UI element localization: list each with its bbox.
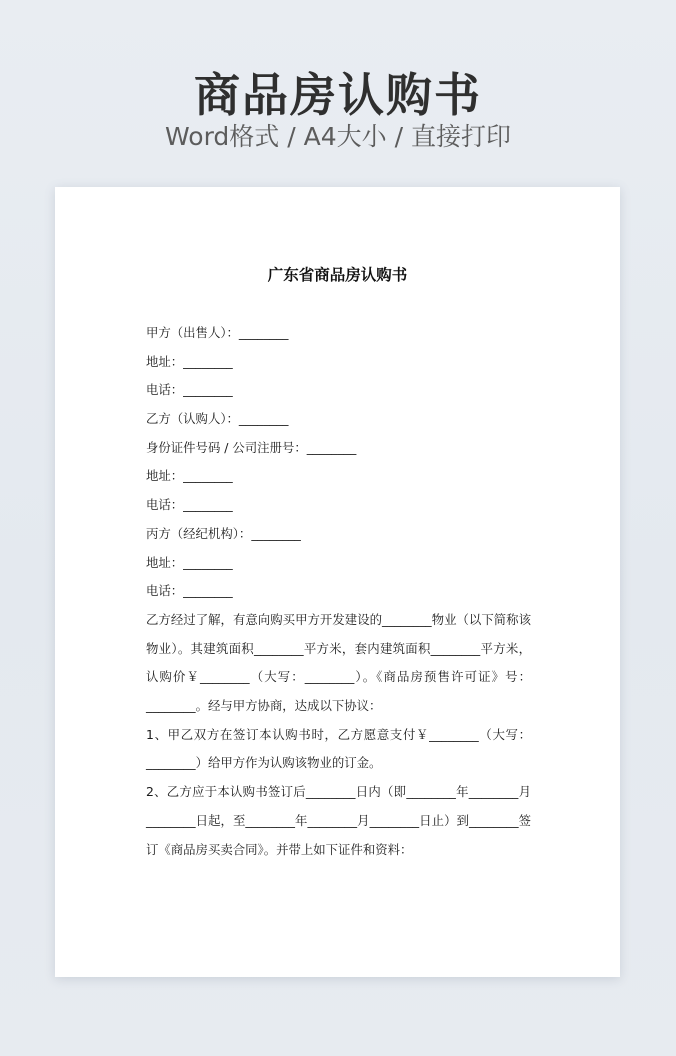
clause-1-paragraph: 1、甲乙双方在签订本认购书时，乙方愿意支付￥________（大写：________）给甲方作为认购该物业的订金。	[146, 726, 531, 771]
document-body	[146, 319, 531, 864]
intro-paragraph: 乙方经过了解，有意向购买甲方开发建设的________物业（以下简称该物业）。其建筑面积________平方米，套内建筑面积________平方米，认购价￥________（大写：________）。《商品房预售许可证》号：________。经与甲方协商，达成以下协议：	[146, 611, 531, 713]
buyer-id-field: 身份证件号码 / 公司注册号：________	[146, 439, 357, 455]
seller-phone-field: 电话：________	[146, 382, 233, 398]
buyer-name-field: 乙方（认购人）：________	[146, 411, 289, 427]
agency-phone-field: 电话：________	[146, 583, 233, 599]
document-page	[55, 187, 620, 977]
document-title: 广东省商品房认购书	[267, 266, 408, 284]
buyer-phone-field: 电话：________	[146, 497, 233, 513]
clause-2-paragraph: 2、乙方应于本认购书签订后________日内（即________年________月________日起，至________年________月________日止）到________签订《商品房买卖合同》。并带上如下证件和资料：	[146, 784, 531, 857]
agency-name-field: 丙方（经纪机构）：________	[146, 525, 301, 541]
buyer-address-field: 地址：________	[146, 468, 233, 484]
agency-address-field: 地址：________	[146, 554, 233, 570]
banner-subtitle: Word格式 / A4大小 / 直接打印	[165, 122, 511, 151]
banner-title: 商品房认购书	[194, 68, 482, 122]
seller-name-field: 甲方（出售人）：________	[146, 325, 289, 340]
seller-address-field: 地址：________	[146, 353, 233, 369]
